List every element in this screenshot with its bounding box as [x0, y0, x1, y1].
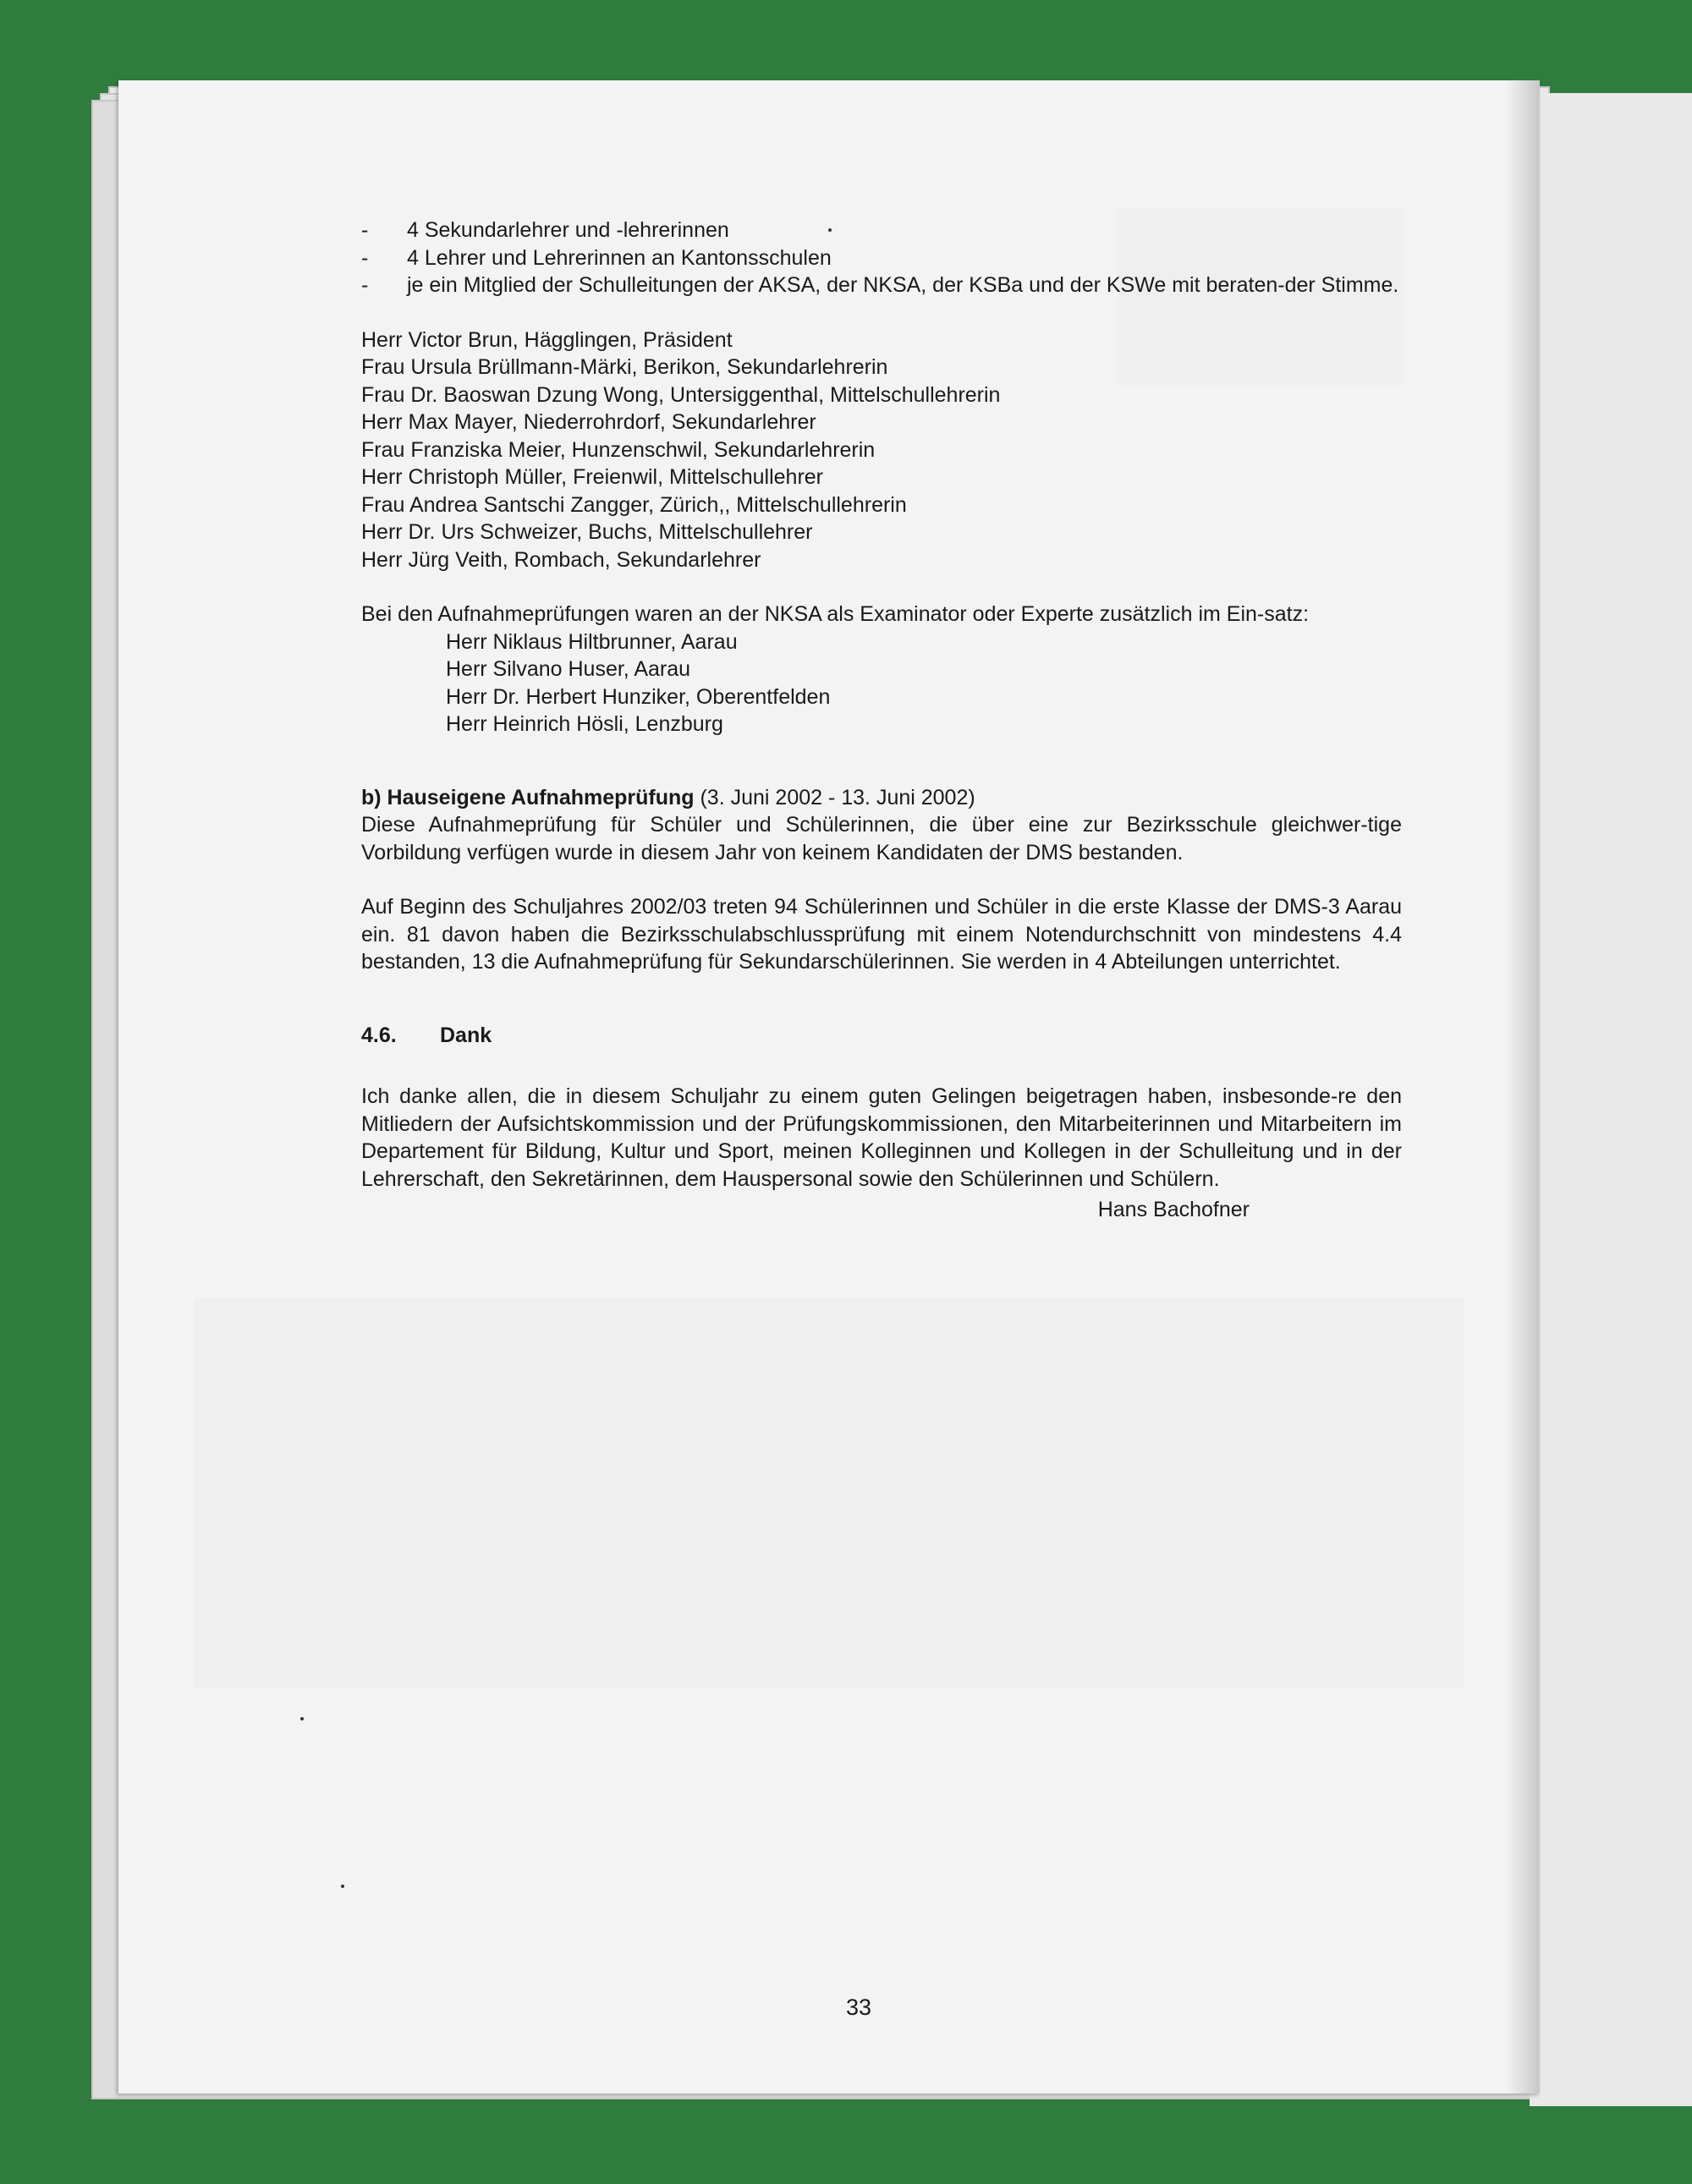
staff-list: [361, 217, 1402, 299]
examiner-line: Herr Niklaus Hiltbrunner, Aarau: [446, 629, 738, 654]
school-year-paragraph: Auf Beginn des Schuljahres 2002/03 treten 94 Schülerinnen und Schüler in die erste Klasse der DMS-3 Aarau ein. 81 davon haben die Bezirksschulabschlussprüfung mit einem Notendurchschnitt von mindestens 4.4 bestanden, 13 die Aufnahmeprüfung für Sekundarschülerinnen. Sie werden in 4 Abteilungen unterrichtet.: [361, 895, 1402, 974]
section-b-dates: (3. Juni 2002 - 13. Juni 2002): [700, 785, 975, 809]
member-line: Herr Max Mayer, Niederrohrdorf, Sekundarlehrer: [361, 410, 816, 434]
member-line: Herr Victor Brun, Hägglingen, Präsident: [361, 327, 733, 352]
member-line: Frau Andrea Santschi Zangger, Zürich,, Mittelschullehrerin: [361, 492, 907, 517]
list-marker: -: [361, 245, 369, 270]
member-line: Frau Dr. Baoswan Dzung Wong, Untersiggenthal, Mittelschullehrerin: [361, 382, 1001, 407]
commission-members: [361, 327, 1402, 574]
section-title: Dank: [440, 1023, 492, 1047]
page-number: 33: [846, 1995, 872, 2020]
section-b-title: b) Hauseigene Aufnahmeprüfung: [361, 785, 695, 809]
examiners-intro: Bei den Aufnahmeprüfungen waren an der NKSA als Examinator oder Experte zusätzlich im Ein-satz:: [361, 602, 1310, 626]
member-line: Frau Franziska Meier, Hunzenschwil, Sekundarlehrerin: [361, 437, 876, 462]
page-gutter-shadow: [1506, 80, 1540, 2093]
dust-speck: [341, 1885, 344, 1888]
member-line: Herr Dr. Urs Schweizer, Buchs, Mittelschullehrer: [361, 520, 813, 544]
section-b-body: Diese Aufnahmeprüfung für Schüler und Schülerinnen, die über eine zur Bezirksschule gleichwer-tige Vorbildung verfügen wurde in diesem Jahr von keinem Kandidaten der DMS bestanden.: [361, 813, 1402, 864]
section-number: 4.6.: [361, 1023, 397, 1047]
thanks-paragraph: Ich danke allen, die in diesem Schuljahr zu einem guten Gelingen beigetragen haben, insbesonde-re den Mitliedern der Aufsichtskommission und der Prüfungskommissionen, den Mitarbeiterinnen und Mitarbeitern im Departement für Bildung, Kultur und Sport, meinen Kolleginnen und Kollegen in der Schulleitung und in der Lehrerschaft, den Sekretärinnen, dem Hauspersonal sowie den Schülerinnen und Schülern.: [361, 1084, 1402, 1191]
adjacent-page: [1530, 93, 1692, 2106]
examiner-line: Herr Silvano Huser, Aarau: [446, 657, 691, 681]
list-marker: -: [361, 218, 369, 242]
member-line: Herr Christoph Müller, Freienwil, Mittelschullehrer: [361, 465, 823, 489]
list-marker: -: [361, 273, 369, 297]
section-b-heading: [361, 784, 1402, 812]
list-item: - 4 Sekundarlehrer und -lehrerinnen: [361, 217, 1402, 244]
show-through-text-block: [195, 1298, 1464, 1687]
examiner-line: Herr Dr. Herbert Hunziker, Oberentfelden: [446, 684, 831, 709]
document-content: [361, 217, 1402, 1224]
signature: Hans Bachofner: [1097, 1198, 1250, 1221]
examiners-list: [361, 628, 1402, 738]
member-line: Herr Jürg Veith, Rombach, Sekundarlehrer: [361, 547, 761, 572]
list-item: - 4 Lehrer und Lehrerinnen an Kantonsschulen: [361, 244, 1402, 272]
dust-speck: [300, 1717, 304, 1720]
examiner-line: Herr Heinrich Hösli, Lenzburg: [446, 712, 723, 736]
section-heading-dank: [361, 1022, 1402, 1050]
list-item: - je ein Mitglied der Schulleitungen der AKSA, der NKSA, der KSBa und der KSWe mit beraten-der Stimme.: [361, 272, 1402, 299]
member-line: Frau Ursula Brüllmann-Märki, Berikon, Sekundarlehrerin: [361, 355, 888, 379]
